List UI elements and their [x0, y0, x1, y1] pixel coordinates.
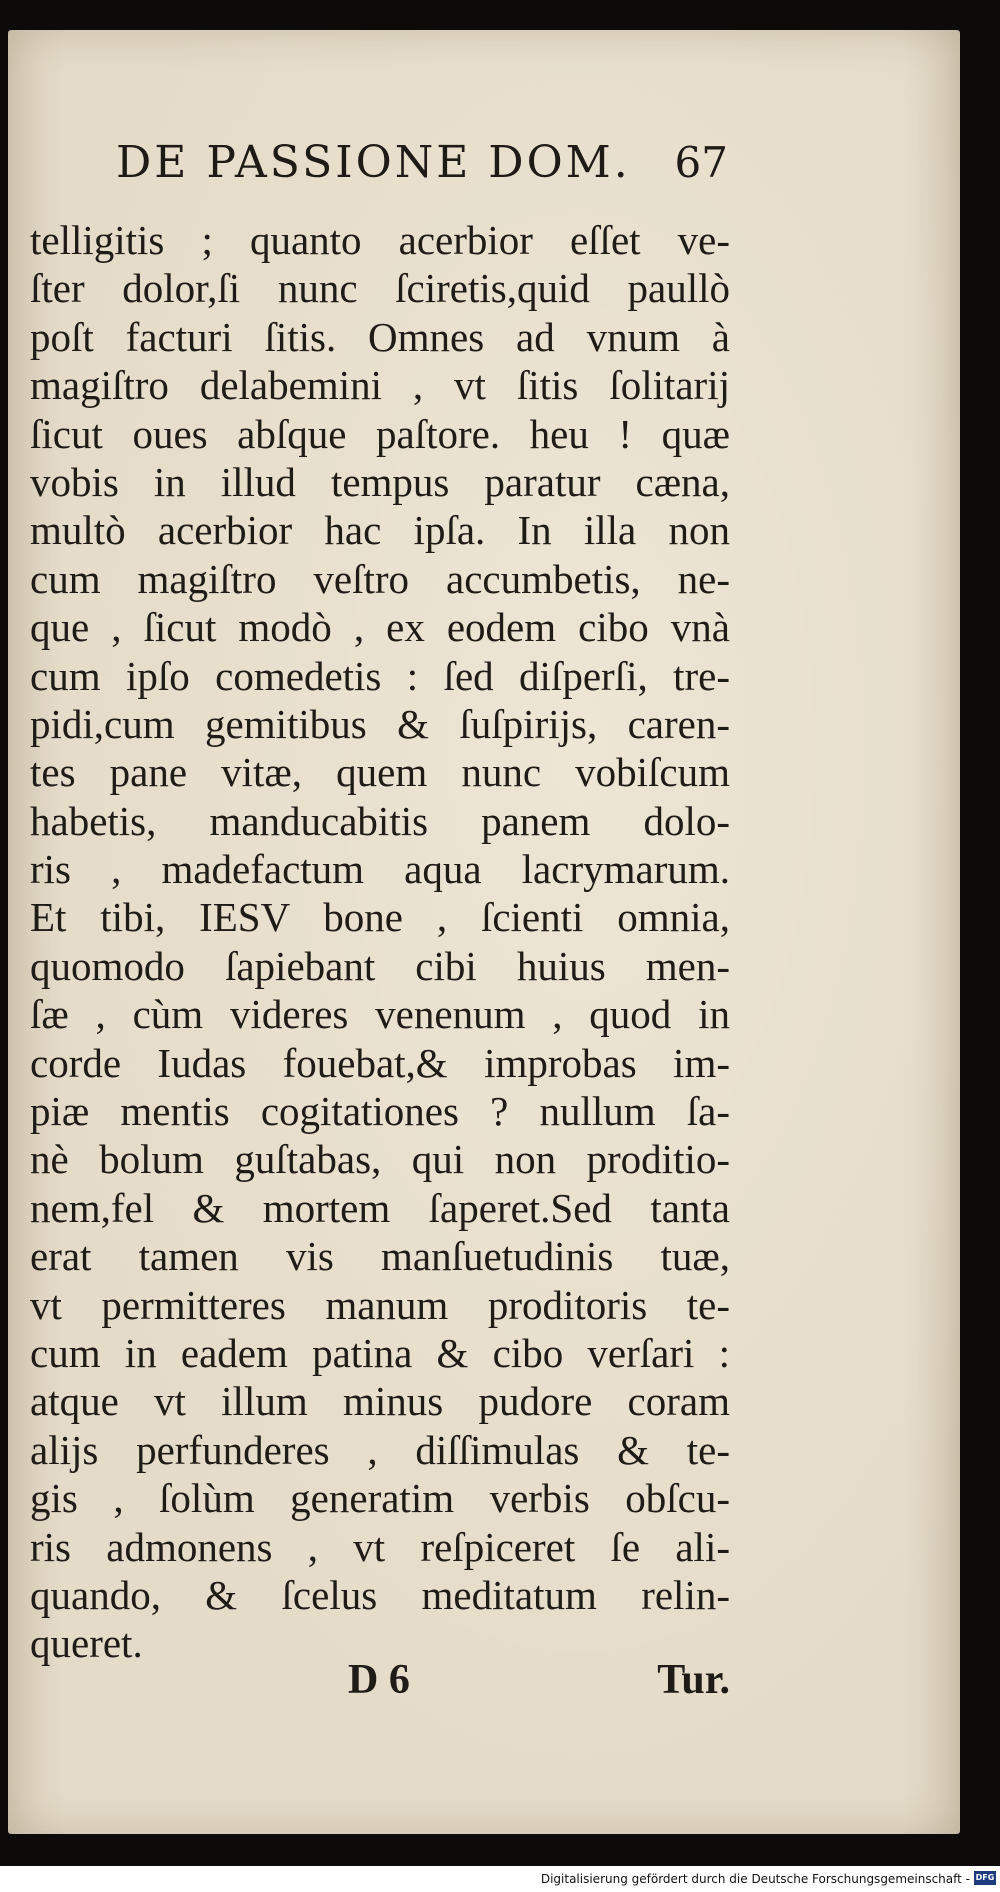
text-line: habetis, manducabitis panem dolo- — [30, 797, 730, 844]
funding-credit: Digitalisierung gefördert durch die Deutsche Forschungsgemeinschaft - — [540, 1872, 970, 1886]
text-line: pidi,cum gemitibus & ſuſpirijs, caren- — [30, 700, 730, 747]
text-line: alijs perfunderes , diſſimulas & te- — [30, 1426, 730, 1473]
text-line: magiſtro delabemini , vt ſitis ſolitarij — [30, 362, 730, 409]
text-line: gis , ſolùm generatim verbis obſcu- — [30, 1475, 730, 1522]
book-page — [8, 30, 960, 1834]
text-line: tes pane vitæ, quem nunc vobiſcum — [30, 749, 730, 796]
text-line: ris , madefactum aqua lacrymarum. — [30, 846, 730, 893]
text-line: quando, & ſcelus meditatum relin- — [30, 1571, 730, 1618]
text-line: cum in eadem patina & cibo verſari : — [30, 1329, 730, 1376]
text-line: multò acerbior hac ipſa. In illa non — [30, 507, 730, 554]
body-text — [30, 216, 730, 1668]
text-line: ſæ , cùm videres venenum , quod in — [30, 991, 730, 1038]
text-line: nem,fel & mortem ſaperet.Sed tanta — [30, 1184, 730, 1231]
page-number: 67 — [674, 138, 728, 187]
text-line: quomodo ſapiebant cibi huius men- — [30, 942, 730, 989]
text-line: erat tamen vis manſuetudinis tuæ, — [30, 1233, 730, 1280]
footer-strip — [0, 1866, 1000, 1892]
text-line: que , ſicut modò , ex eodem cibo vnà — [30, 604, 730, 651]
running-head: DE PASSIONE DOM. — [116, 137, 631, 188]
text-line: nè bolum guſtabas, qui non proditio- — [30, 1136, 730, 1183]
text-line: corde Iudas fouebat,& improbas im- — [30, 1039, 730, 1086]
catchword: Tur. — [657, 1657, 730, 1703]
text-line: cum magiſtro veſtro accumbetis, ne- — [30, 555, 730, 602]
text-line: cum ipſo comedetis : ſed diſperſi, tre- — [30, 652, 730, 699]
text-line: atque vt illum minus pudore coram — [30, 1378, 730, 1425]
text-line: telligitis ; quanto acerbior eſſet ve- — [30, 217, 730, 263]
text-line: piæ mentis cogitationes ? nullum ſa- — [30, 1088, 730, 1135]
text-line: poſt facturi ſitis. Omnes ad vnum à — [30, 313, 730, 360]
dfg-logo-icon: DFG — [974, 1871, 996, 1885]
signature-mark: D 6 — [348, 1657, 410, 1703]
text-line: vobis in illud tempus paratur cæna, — [30, 458, 730, 505]
text-line: queret. — [30, 1620, 143, 1667]
text-line: Et tibi, IESV bone , ſcienti omnia, — [30, 894, 730, 941]
text-line: ſicut oues abſque paſtore. heu ! quæ — [30, 410, 730, 457]
text-line: ris admonens , vt reſpiceret ſe ali- — [30, 1523, 730, 1570]
text-line: vt permitteres manum proditoris te- — [30, 1281, 730, 1328]
text-line: ſter dolor,ſi nunc ſciretis,quid paullò — [30, 265, 730, 312]
